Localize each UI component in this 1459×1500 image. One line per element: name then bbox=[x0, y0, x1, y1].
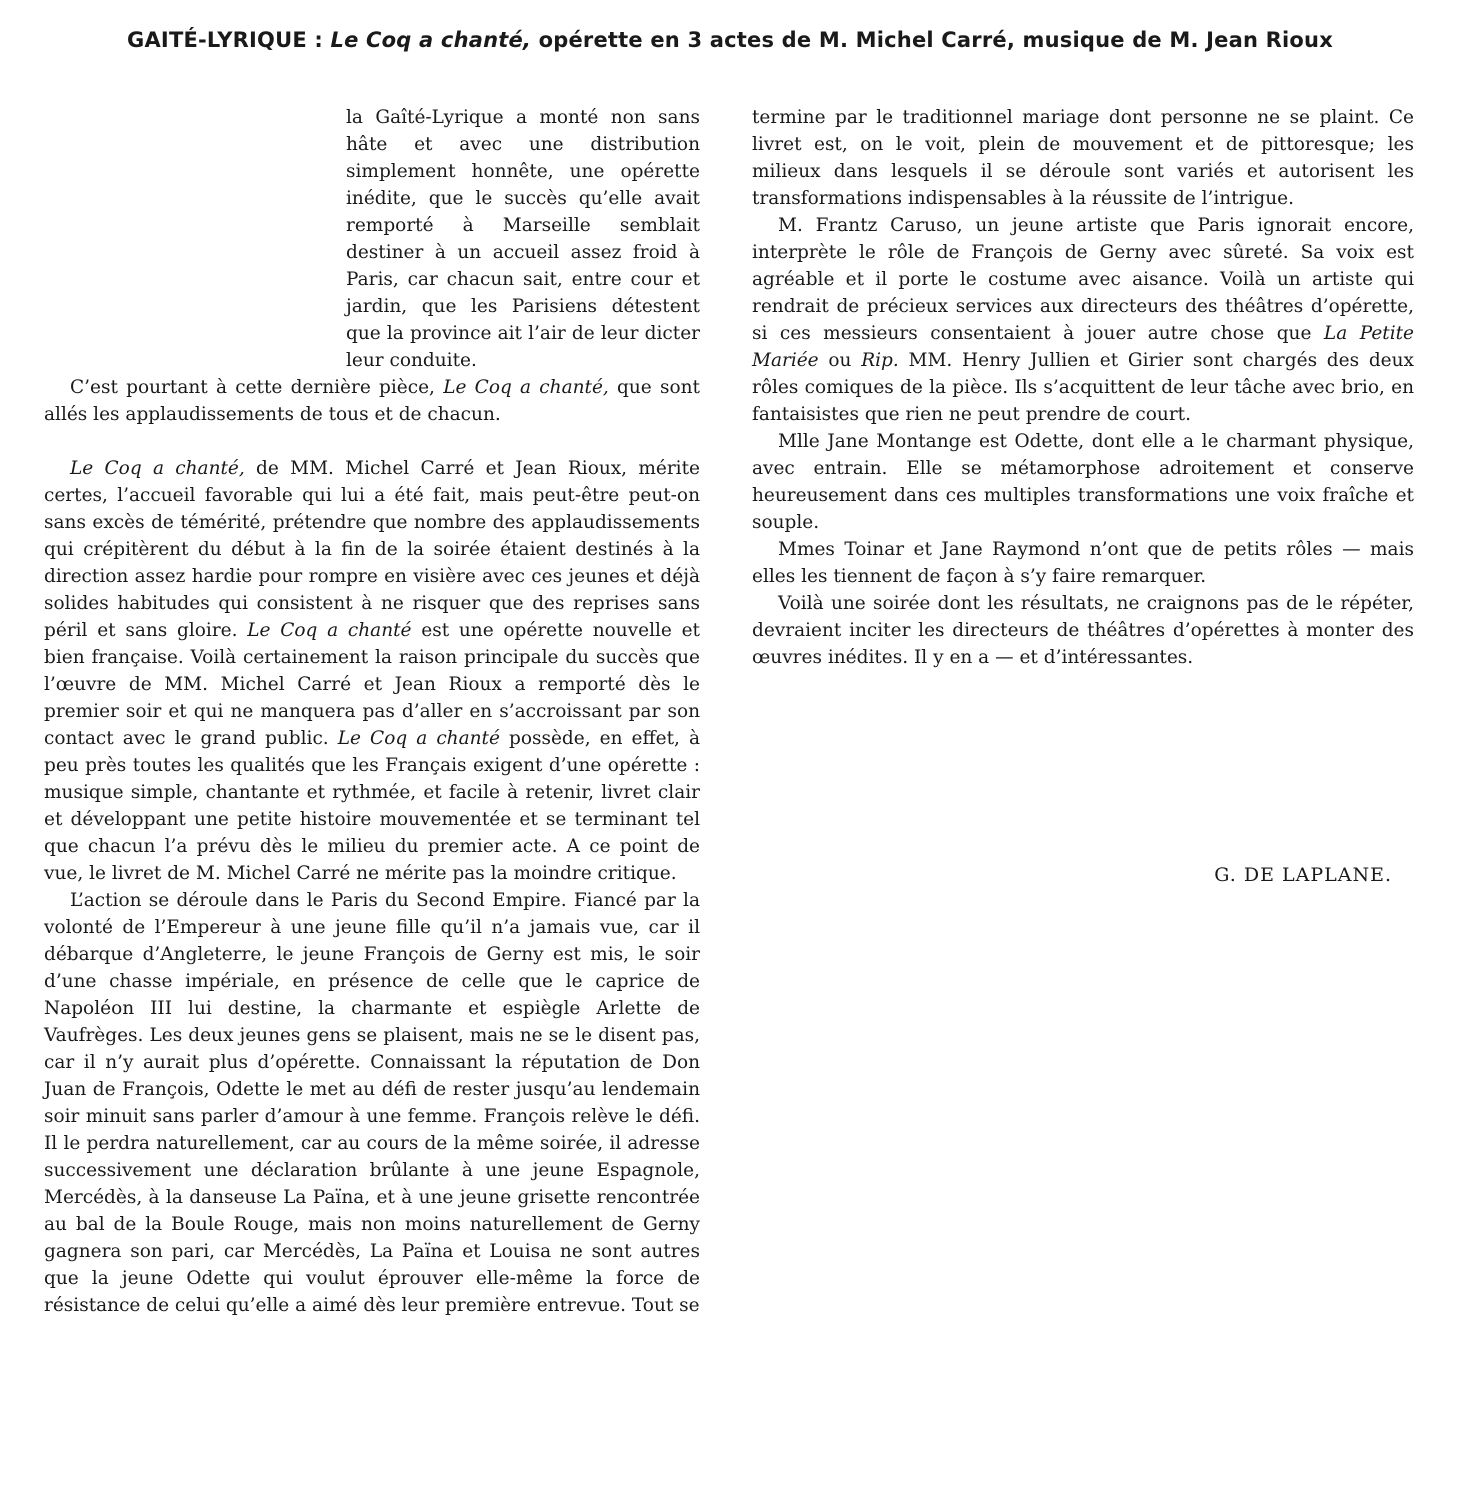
paragraph bbox=[44, 455, 700, 887]
theatre-name: GAITÉ-LYRIQUE : bbox=[127, 28, 323, 52]
italic-title: Le Coq a chanté, bbox=[70, 458, 245, 479]
review-headline bbox=[40, 28, 1420, 52]
text-run: ou bbox=[828, 350, 852, 371]
paragraph bbox=[44, 374, 700, 428]
article-column-right bbox=[752, 104, 1414, 671]
text-run: M. Frantz Caruso, un jeune artiste que Paris ignorait encore, interprète le rôle de François de Gerny avec sûreté. Sa voix est agréable et il porte le costume avec aisance. Voilà un artiste qui rendrait de précieux services aux directeurs des théâtres d’opérette, si ces messieurs consentaient à jouer autre chose que bbox=[752, 215, 1414, 344]
text-run: possède, en effet, à peu près toutes les qualités que les Français exigent d’une opérette : musique simple, chantante et rythmée, et facile à retenir, livret clair et développant une petite histoire mouvementée et se terminant tel que chacun l’a prévu dès le milieu du premier acte. A ce point de vue, le livret de M. Michel Carré ne mérite pas la moindre critique. bbox=[44, 728, 700, 884]
operetta-description: opérette en 3 actes de M. Michel Carré, musique de M. Jean Rioux bbox=[538, 28, 1333, 52]
paragraph: termine par le traditionnel mariage dont personne ne se plaint. Ce livret est, on le voit, plein de mouvement et de pittoresque; les milieux dans lesquels il se déroule sont variés et autorisent les transformations indispensables à la réussite de l’intrigue. bbox=[752, 107, 1414, 209]
operetta-title: Le Coq a chanté, bbox=[330, 28, 532, 52]
paragraph: la Gaîté-Lyrique a monté non sans hâte et avec une distribution simplement honnête, une opérette inédite, que le succès qu’elle avait remporté à Marseille semblait destiner à un accueil assez froid à Paris, car chacun sait, entre cour et jardin, que les Parisiens détestent que la province ait l’air de leur dicter leur conduite. bbox=[346, 107, 700, 371]
paragraph: Voilà une soirée dont les résultats, ne craignons pas de le répéter, devraient inciter les directeurs de théâtres d’opérettes à monter des œuvres inédites. Il y en a — et d’intéressantes. bbox=[752, 593, 1414, 668]
text-run: MM. Henry Jullien et Girier sont chargés des deux rôles comiques de la pièce. Ils s’acquittent de leur tâche avec brio, en fantaisistes que rien ne peut prendre de court. bbox=[752, 350, 1414, 425]
paragraph bbox=[752, 212, 1414, 428]
text-run: C’est pourtant à cette dernière pièce, bbox=[70, 377, 435, 398]
text-run: que sont allés les applaudissements de tous et de chacun. bbox=[44, 377, 700, 425]
text-run: est une opérette nouvelle et bien française. Voilà certainement la raison principale du succès que l’œuvre de MM. Michel Carré et Jean Rioux a remporté dès le premier soir et qui ne manquera pas d’aller en s’accroissant par son contact avec le grand public. bbox=[44, 620, 700, 749]
italic-title: Le Coq a chanté bbox=[247, 620, 412, 641]
paragraph: Mlle Jane Montange est Odette, dont elle a le charmant physique, avec entrain. Elle se métamorphose adroitement et conserve heureusement dans ces multiples transformations une voix fraîche et souple. bbox=[752, 431, 1414, 533]
author-signature: G. DE LAPLANE. bbox=[1214, 864, 1392, 886]
italic-title: La Petite Mariée bbox=[752, 323, 1414, 371]
text-run: de MM. Michel Carré et Jean Rioux, mérite certes, l’accueil favorable qui lui a été fait, mais peut-être peut-on sans excès de témérité, prétendre que nombre des applaudissements qui crépitèrent du début à la fin de la soirée étaient destinés à la direction assez hardie pour rompre en visière avec ces jeunes et déjà solides habitudes qui consistent à ne risquer que des reprises sans péril et sans gloire. bbox=[44, 458, 700, 641]
italic-title: Le Coq a chanté bbox=[337, 728, 500, 749]
italic-title: Rip. bbox=[861, 350, 899, 371]
article-column-left bbox=[44, 104, 700, 1319]
paragraph: Mmes Toinar et Jane Raymond n’ont que de petits rôles — mais elles les tiennent de façon à s’y faire remarquer. bbox=[752, 539, 1414, 587]
italic-title: Le Coq a chanté, bbox=[443, 377, 609, 398]
paragraph: L’action se déroule dans le Paris du Second Empire. Fiancé par la volonté de l’Empereur à une jeune fille qu’il n’a jamais vue, car il débarque d’Angleterre, le jeune François de Gerny est mis, le soir d’une chasse impériale, en présence de celle que le caprice de Napoléon III lui destine, la charmante et espiègle Arlette de Vaufrèges. Les deux jeunes gens se plaisent, mais ne se le disent pas, car il n’y aurait plus d’opérette. Connaissant la réputation de Don Juan de François, Odette le met au défi de rester jusqu’au lendemain soir minuit sans parler d’amour à une femme. François relève le défi. Il le perdra naturellement, car au cours de la même soirée, il adresse successivement une déclaration brûlante à une jeune Espagnole, Mercédès, à la danseuse La Païna, et à une jeune grisette rencontrée au bal de la Boule Rouge, mais non moins naturellement de Gerny gagnera son pari, car Mercédès, La Païna et Louisa ne sont autres que la jeune Odette qui voulut éprouver elle-même la force de résistance de celui qu’elle a aimé dès leur première entrevue. Tout se bbox=[44, 890, 700, 1316]
